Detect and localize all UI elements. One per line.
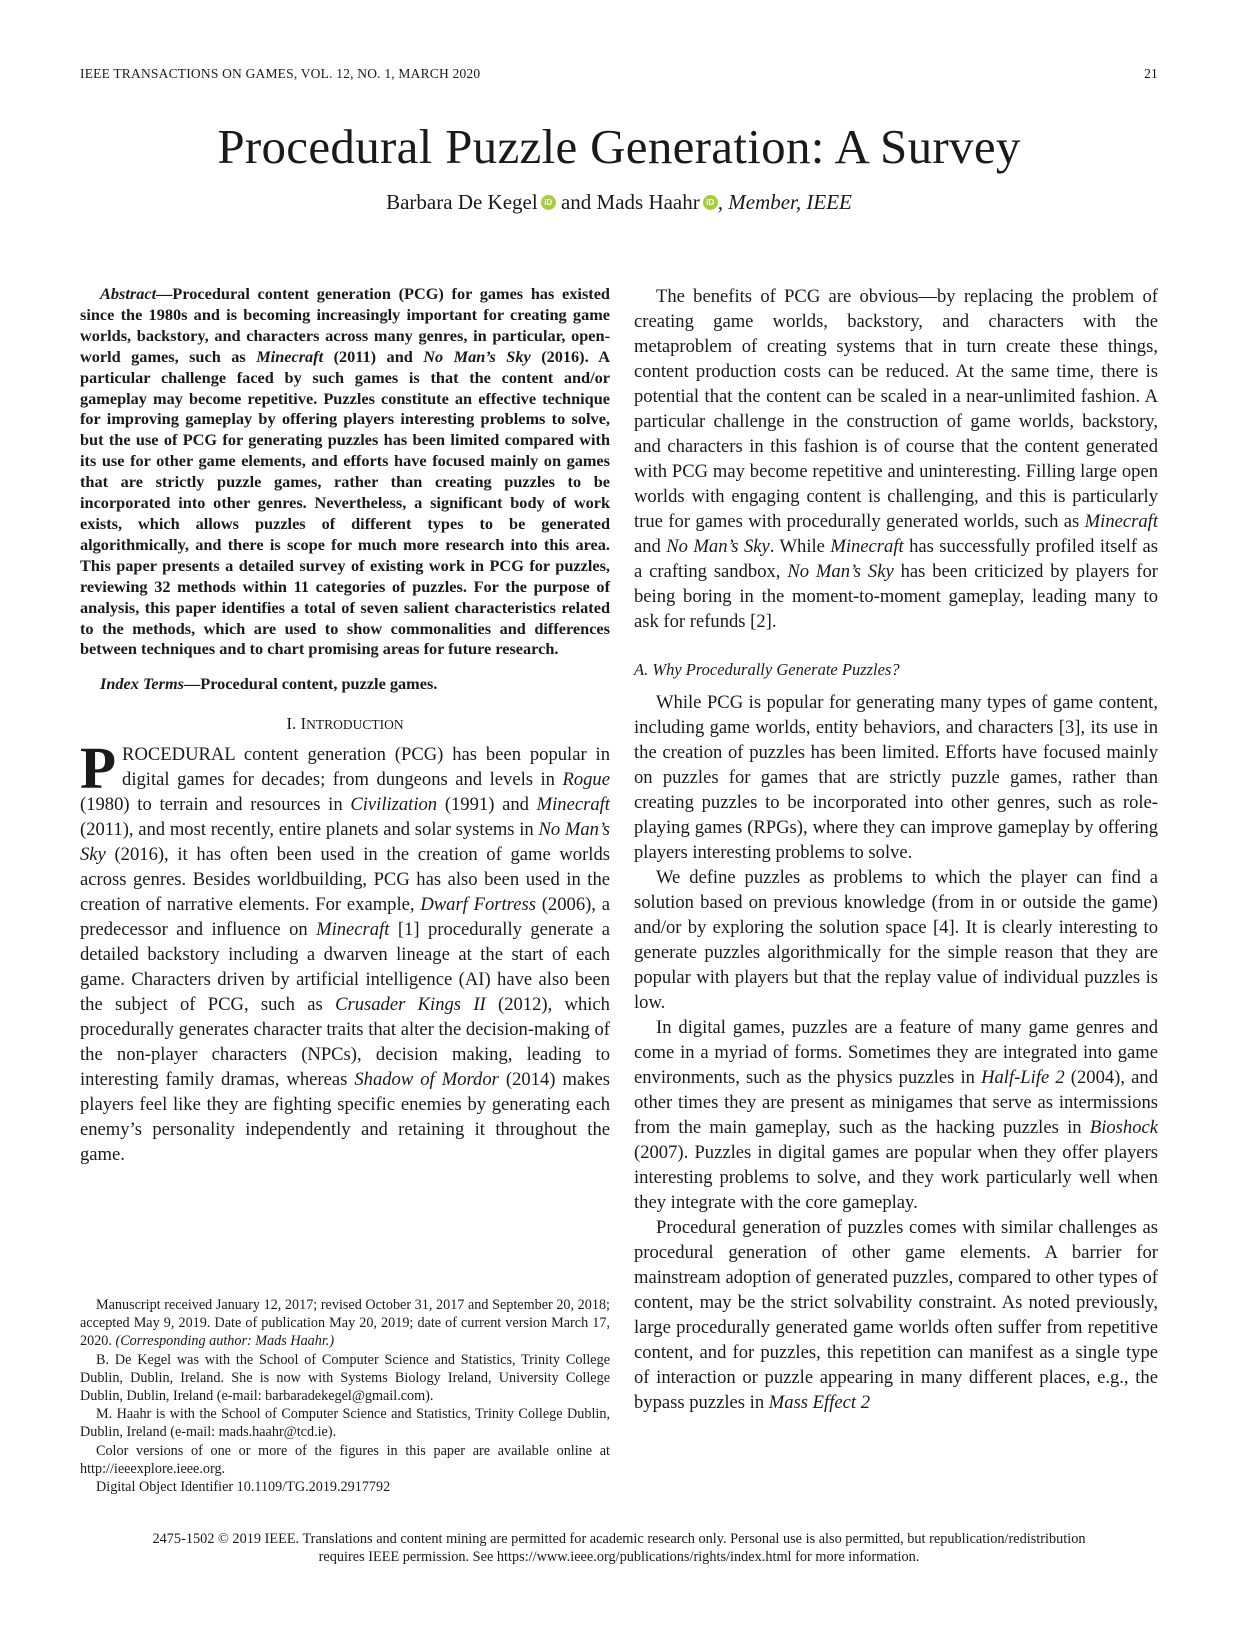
abstract: Abstract—Procedural content generation (PCG) for games has existed since the 1980s and is becoming increasingly important for creating game worlds, backstory, and characters across many genres, in particular, open-world games, such as Minecraft (2011) and No Man’s Sky (2016). A particular challenge faced by such games is that the content and/or gameplay may become repetitive. Puzzles constitute an effective technique for improving gameplay by offering players interesting problems to solve, but the use of PCG for generating puzzles has been limited compared with its use for other game elements, and efforts have focused mainly on games that are strictly puzzle games, rather than creating puzzles to be incorporated into other genres. Nevertheless, a significant body of work exists, which allows puzzles of different types to be generated algorithmically, and there is scope for much more research into this area. This paper presents a detailed survey of existing work in PCG for puzzles, reviewing 32 methods within 11 categories of puzzles. For the purpose of analysis, this paper identifies a total of seven salient characteristics related to the methods, which are used to show commonalities and differences between techniques and to chart promising areas for future research.: [80, 284, 610, 659]
footnote-color: Color versions of one or more of the figures in this paper are available online at http://ieeexplore.ieee.org.: [80, 1442, 610, 1477]
left-column: [80, 284, 610, 1167]
index-terms-label: Index Terms: [100, 674, 184, 694]
running-head: [80, 66, 1158, 86]
orcid-icon[interactable]: iD: [541, 195, 556, 210]
orcid-icon[interactable]: iD: [703, 195, 718, 210]
body-paragraph: We define puzzles as problems to which the player can find a solution based on previous knowledge (from in or outside the game) and/or by exploring the solution space [4]. It is clearly interesting to generate puzzles algorithmically for the simple reason that they are popular with players but that the replay value of individual puzzles is low.: [634, 867, 1158, 1013]
intro-paragraph: PROCEDURAL content generation (PCG) has been popular in digital games for decades; from dungeons and levels in Rogue (1980) to terrain and resources in Civilization (1991) and Minecraft (2011), and most recently, entire planets and solar systems in No Man’s Sky (2016), it has often been used in the creation of game worlds across genres. Besides worldbuilding, PCG has also been used in the creation of narrative elements. For example, Dwarf Fortress (2006), a predecessor and influence on Minecraft [1] procedurally generate a detailed backstory including a dwarven lineage at the start of each game. Characters driven by artificial intelligence (AI) have also been the subject of PCG, such as Crusader Kings II (2012), which procedurally generates character traits that alter the decision-making of the non-player characters (NPCs), decision making, leading to interesting family dramas, whereas Shadow of Mordor (2014) makes players feel like they are fighting specific enemies by generating each enemy’s personality independently and retaining it throughout the game.: [80, 735, 610, 1166]
right-column: [634, 284, 1158, 1415]
section-heading-introduction: I. INTRODUCTION: [286, 714, 404, 734]
page-number: 21: [1144, 66, 1158, 81]
subsection-heading: A. Why Procedurally Generate Puzzles?: [634, 660, 900, 679]
footnote-manuscript: Manuscript received January 12, 2017; revised October 31, 2017 and September 20, 2018; accepted May 9, 2019. Date of publication May 20, 2019; date of current version March 17, 2020. (Corresponding author: Mads Haahr.): [80, 1297, 610, 1350]
footnote-author1: B. De Kegel was with the School of Computer Science and Statistics, Trinity College Dublin, Dublin, Ireland. She is now with Systems Biology Ireland, University College Dublin, Dublin, Ireland (e-mail: barbaradekegel@gmail.com).: [80, 1351, 610, 1405]
body-paragraph: While PCG is popular for generating many types of game content, including game worlds, entity behaviors, and characters [3], its use in the creation of puzzles has been limited. Efforts have focused mainly on puzzles for games that are strictly puzzle games, rather than creating puzzles to be incorporated into other genres, such as role-playing games (RPGs), where they can improve gameplay by offering players interesting problems to solve.: [634, 692, 1158, 863]
abstract-label: Abstract: [100, 284, 157, 303]
journal-name: IEEE TRANSACTIONS ON GAMES, VOL. 12, NO. 1, MARCH 2020: [80, 66, 481, 81]
author-line: [0, 190, 1238, 215]
copyright-line: 2475-1502 © 2019 IEEE. Translations and content mining are permitted for academic research only. Personal use is also permitted, but republication/redistribution: [152, 1531, 1086, 1547]
index-terms: Index Terms—Procedural content, puzzle games.: [100, 674, 438, 694]
footnote-author2: M. Haahr is with the School of Computer Science and Statistics, Trinity College Dublin, Dublin, Ireland (e-mail: mads.haahr@tcd.ie).: [80, 1406, 610, 1441]
footnotes: [80, 1296, 610, 1496]
author-name: Barbara De Kegel: [386, 190, 538, 214]
footnote-doi: Digital Object Identifier 10.1109/TG.2019.2917792: [96, 1479, 391, 1496]
copyright-line: requires IEEE permission. See https://www.ieee.org/publications/rights/index.html for more information.: [318, 1549, 920, 1565]
paper-title: Procedural Puzzle Generation: A Survey: [217, 119, 1021, 174]
author-connector: and Mads Haahr: [555, 190, 700, 214]
body-paragraph: In digital games, puzzles are a feature of many game genres and come in a myriad of forms. Sometimes they are integrated into game environments, such as the physics puzzles in Half-Life 2 (2004), and other times they are present as minigames that serve as intermissions from the main gameplay, such as the hacking puzzles in Bioshock (2007). Puzzles in digital games are popular when they offer players interesting problems to solve, and they work particularly well when they integrate with the core gameplay.: [634, 1017, 1158, 1213]
drop-cap: P: [80, 735, 117, 802]
body-paragraph: Procedural generation of puzzles comes with similar challenges as procedural generation of other game elements. A barrier for mainstream adoption of generated puzzles, compared to other types of content, may be the strict solvability constraint. As noted previously, large procedurally generated game worlds often suffer from repetitive content, and for puzzles, this repetition can manifest as a single type of interaction or puzzle appearing in many different places, e.g., the bypass puzzles in Mass Effect 2: [634, 1217, 1158, 1413]
copyright-notice: [0, 1530, 1238, 1566]
author-membership: , Member, IEEE: [717, 190, 852, 214]
body-paragraph: The benefits of PCG are obvious—by replacing the problem of creating game worlds, backstory, and characters with the metaproblem of creating systems that in turn create these things, content production costs can be reduced. At the same time, there is potential that the content can be scaled in a near-unlimited fashion. A particular challenge in the construction of game worlds, backstory, and characters in this fashion is of course that the content generated with PCG may become repetitive and uninteresting. Filling large open worlds with engaging content is challenging, and this is particularly true for games with procedurally generated worlds, such as Minecraft and No Man’s Sky. While Minecraft has successfully profiled itself as a crafting sandbox, No Man’s Sky has been criticized by players for being boring in the moment-to-moment gameplay, leading many to ask for refunds [2].: [634, 286, 1158, 632]
